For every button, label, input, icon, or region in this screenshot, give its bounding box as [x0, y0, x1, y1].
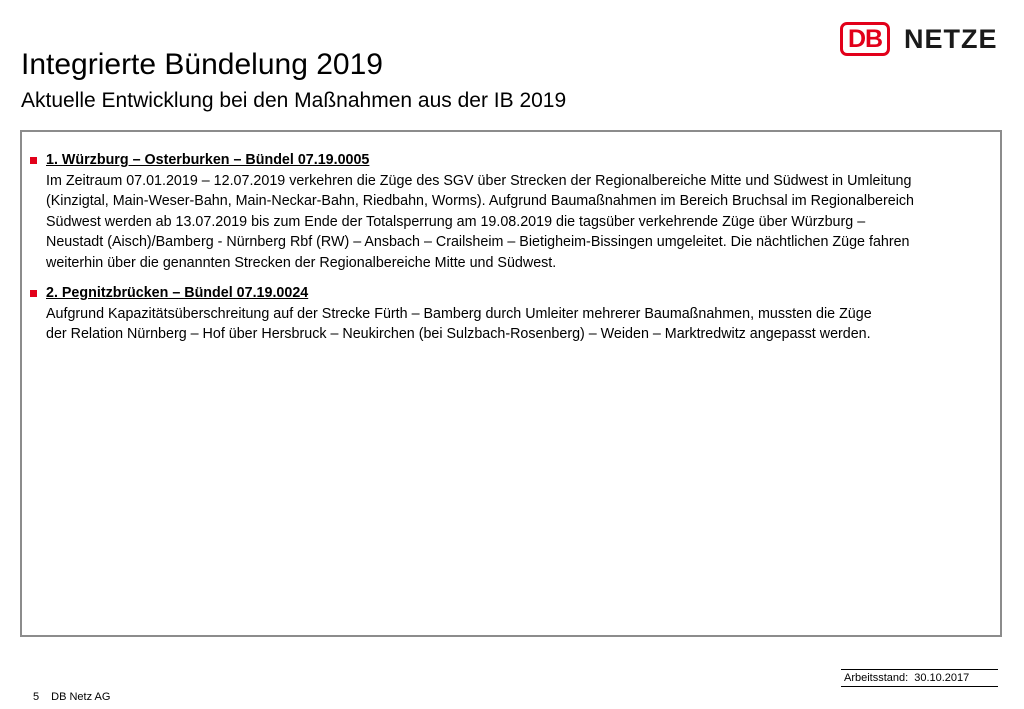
- bullet-square-icon: [30, 157, 37, 164]
- bullet-square-icon: [30, 290, 37, 297]
- status-date: 30.10.2017: [914, 672, 970, 684]
- list-item: [46, 283, 1002, 345]
- db-logo-mark: DB: [840, 22, 890, 56]
- page-number: 5: [33, 691, 40, 703]
- company-name: DB Netz AG: [51, 691, 111, 703]
- page-subtitle: Aktuelle Entwicklung bei den Maßnahmen aus der IB 2019: [21, 89, 567, 112]
- logo-text: NETZE: [904, 23, 998, 54]
- item-heading: 2. Pegnitzbrücken – Bündel 07.19.0024: [46, 285, 309, 301]
- status-label: Arbeitsstand:: [844, 672, 909, 684]
- footer: [33, 691, 110, 704]
- page-title: Integrierte Bündelung 2019: [21, 48, 383, 81]
- item-heading: 1. Würzburg – Osterburken – Bündel 07.19.0005: [46, 152, 370, 168]
- item-body: Aufgrund Kapazitätsüberschreitung auf der Strecke Fürth – Bamberg durch Umleiter mehrerer Baumaßnahmen, mussten die Züge der Relation Nürnberg – Hof über Hersbruck – Neukirchen (bei Sulzbach-Rosenberg) – Weiden – Marktredwitz angepasst werden.: [46, 305, 872, 342]
- list-item: [46, 150, 1002, 273]
- status-stamp: [841, 669, 998, 687]
- content-box: [20, 130, 1002, 637]
- db-netze-logo: [840, 20, 998, 58]
- item-body: Im Zeitraum 07.01.2019 – 12.07.2019 verkehren die Züge des SGV über Strecken der Regionalbereiche Mitte und Südwest in Umleitung (Kinzigtal, Main-Weser-Bahn, Main-Neckar-Bahn, Riedbahn, Worms). Aufgrund Baumaßnahmen im Bereich Bruchsal im Regionalbereich Südwest werden ab 13.07.2019 bis zum Ende der Totalsperrung am 19.08.2019 die tagsüber verkehrende Züge über Würzburg – Neustadt (Aisch)/Bamberg - Nürnberg Rbf (RW) – Ansbach – Crailsheim – Bietigheim-Bissingen umgeleitet. Die nächtlichen Züge fahren weiterhin über die genannten Strecken der Regionalbereiche Mitte und Südwest.: [46, 172, 914, 271]
